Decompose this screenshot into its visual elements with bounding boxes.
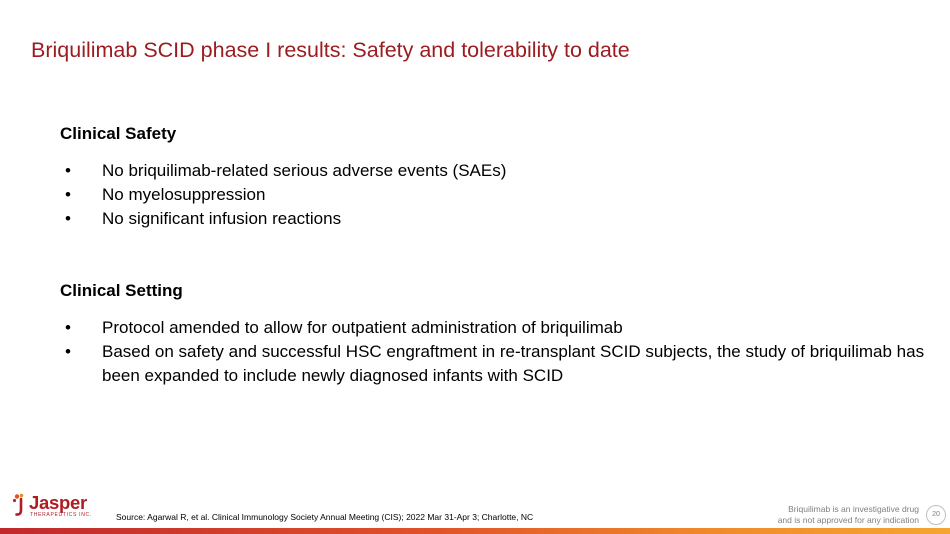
bullet-icon: • [65, 318, 71, 337]
section-heading: Clinical Safety [60, 124, 177, 143]
jasper-logo-icon [12, 493, 28, 519]
disclaimer [778, 504, 919, 526]
footer-gradient-bar [0, 528, 950, 534]
clinical-safety-section [60, 124, 942, 231]
list-item [60, 340, 942, 388]
bullet-icon: • [65, 161, 71, 180]
bullet-text: No briquilimab-related serious adverse events (SAEs) [102, 161, 507, 180]
bullet-list [60, 159, 942, 231]
page-number: 20 [926, 505, 946, 525]
source-citation: Source: Agarwal R, et al. Clinical Immunology Society Annual Meeting (CIS); 2022 Mar 31-Apr 3; Charlotte, NC [116, 512, 534, 522]
bullet-list [60, 316, 942, 388]
list-item [60, 159, 942, 183]
bullet-text: No myelosuppression [102, 185, 266, 204]
logo-wordmark: Jasper [29, 492, 87, 513]
bullet-text: No significant infusion reactions [102, 209, 342, 228]
bullet-icon: • [65, 185, 71, 204]
bullet-icon: • [65, 209, 71, 228]
slide-title: Briquilimab SCID phase I results: Safety and tolerability to date [31, 38, 630, 62]
list-item [60, 207, 942, 231]
list-item [60, 183, 942, 207]
list-item [60, 316, 942, 340]
jasper-logo [12, 493, 102, 519]
disclaimer-line: Briquilimab is an investigative drug [788, 504, 919, 514]
logo-tagline: THERAPEUTICS INC. [30, 512, 92, 518]
bullet-icon: • [65, 342, 71, 361]
bullet-text: Based on safety and successful HSC engraftment in re-transplant SCID subjects, the study of briquilimab has been expanded to include newly diagnosed infants with SCID [102, 342, 925, 385]
section-heading: Clinical Setting [60, 281, 183, 300]
disclaimer-line: and is not approved for any indication [777, 515, 919, 525]
clinical-setting-section [60, 281, 942, 388]
bullet-text: Protocol amended to allow for outpatient administration of briquilimab [102, 318, 623, 337]
